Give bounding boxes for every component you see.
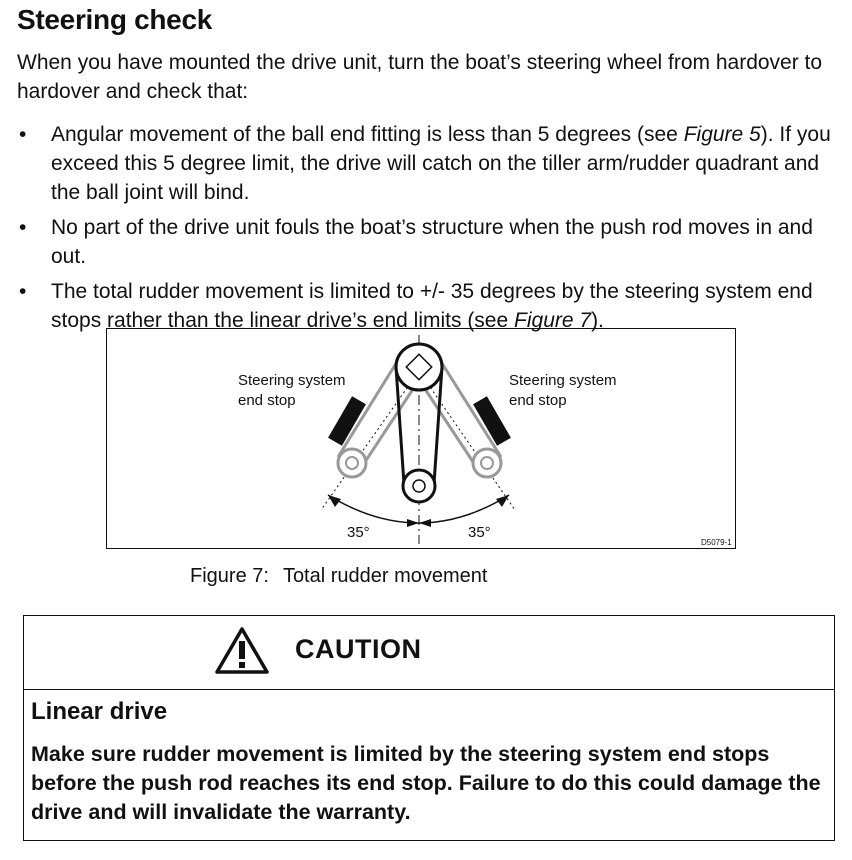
- figure-7-diagram: [106, 328, 736, 549]
- caution-box: [23, 615, 835, 841]
- bullet-marker: •: [19, 280, 27, 303]
- figure-caption: [190, 565, 487, 588]
- right-ball-end-inner: [481, 457, 493, 469]
- center-arrowhead-left: [407, 519, 419, 527]
- right-label-line1: Steering system: [509, 372, 617, 389]
- caption-text: Total rudder movement: [282, 565, 488, 587]
- right-arrowhead: [496, 495, 509, 507]
- figure-reference: Figure 5: [683, 123, 761, 146]
- warning-triangle-icon: [214, 625, 270, 675]
- left-label-line1: Steering system: [238, 372, 346, 389]
- caution-header: [24, 616, 834, 690]
- right-arm-inner: [423, 386, 477, 468]
- bullet-text: ). If you exceed this 5 degree limit, the drive will catch on the tiller arm/rudder quadrant and the ball joint will bind.: [51, 123, 831, 204]
- section-title: Steering check: [17, 4, 212, 35]
- right-label-line2: end stop: [509, 392, 567, 409]
- bullet-marker: •: [19, 216, 27, 239]
- bullet-text: Angular movement of the ball end fitting is less than 5 degrees (see: [51, 123, 684, 146]
- center-ball-end-inner: [413, 480, 425, 492]
- caption-number: Figure 7:: [190, 565, 269, 587]
- list-item: [17, 120, 837, 207]
- caution-subheading: Linear drive: [31, 698, 168, 725]
- left-label-line2: end stop: [238, 392, 296, 409]
- list-item: [17, 213, 837, 271]
- figure-id: D5079-1: [701, 538, 732, 547]
- left-arm-inner: [361, 386, 415, 468]
- figure-reference: Figure 7: [514, 309, 592, 332]
- bullet-text: No part of the drive unit fouls the boat’s structure when the push rod moves in and out.: [51, 216, 813, 268]
- right-angle-label: 35°: [468, 524, 491, 541]
- left-arrowhead: [328, 495, 341, 507]
- intro-paragraph: When you have mounted the drive unit, turn the boat’s steering wheel from hardover to hardover and check that:: [17, 51, 823, 103]
- left-angle-label: 35°: [347, 524, 370, 541]
- caution-heading: CAUTION: [295, 634, 422, 664]
- bullet-marker: •: [19, 123, 27, 146]
- bullet-text: ).: [591, 309, 604, 332]
- center-arrowhead-right: [419, 519, 431, 527]
- rudder-movement-illustration: [107, 329, 737, 550]
- bullet-text: The total rudder movement is limited to +/- 35 degrees by the steering system end stops rather than the linear drive’s end limits (see: [51, 280, 813, 332]
- check-list: [17, 120, 837, 341]
- left-ball-end-inner: [346, 457, 358, 469]
- caution-text: Make sure rudder movement is limited by the steering system end stops before the push rod reaches its end stop. Failure to do this could damage the drive and will invalidate the warranty.: [31, 742, 821, 824]
- list-item: [17, 277, 837, 335]
